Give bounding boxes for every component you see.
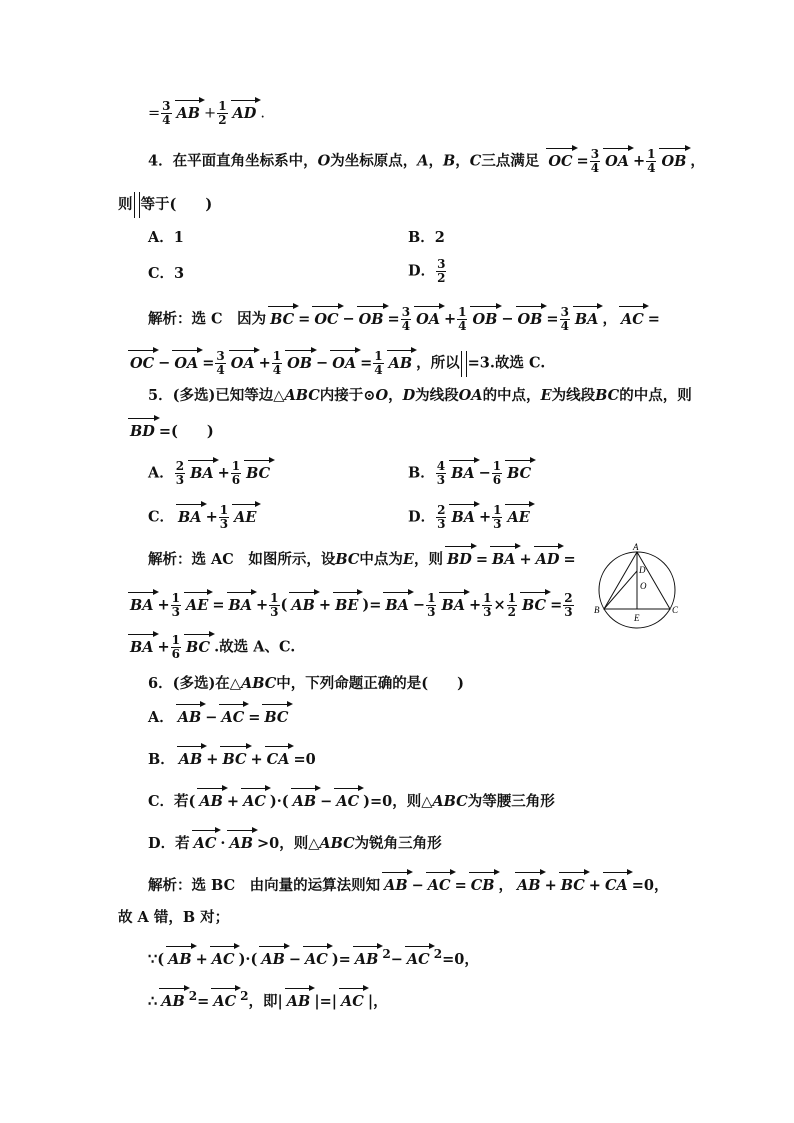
q6-option-a: A． AB − AC = BC xyxy=(148,709,289,726)
vector: BA xyxy=(130,638,154,656)
vector: BA xyxy=(130,596,154,614)
vector: AE xyxy=(186,596,209,614)
fraction: $\frac{3}{4}$ xyxy=(162,99,171,127)
vector: BA xyxy=(190,464,214,482)
vector: AB xyxy=(178,751,203,768)
vector: OA xyxy=(174,354,199,372)
vector: BC xyxy=(560,877,585,894)
vector: OA xyxy=(230,354,255,372)
vector: OA xyxy=(605,152,629,170)
vector: AC xyxy=(243,793,266,810)
q5-option-b: B． $\frac{4}{3}$ BA − $\frac{1}{6}$ BC xyxy=(408,459,532,487)
q5-solution-1: 解析：选 AC 如图所示，设BC中点为E，则 BD = BA + AD = xyxy=(148,551,576,568)
norm-bars xyxy=(461,351,467,377)
vector: AB xyxy=(161,992,185,1010)
vector: AE xyxy=(234,508,257,526)
vector: BD xyxy=(446,551,472,568)
vector: AB xyxy=(229,835,253,852)
vector: OC xyxy=(548,152,573,170)
fraction: $\frac{1}{4}$ xyxy=(374,349,383,377)
vector: OA xyxy=(332,354,357,372)
vector: BC xyxy=(507,464,532,482)
fraction: $\frac{3}{4}$ xyxy=(401,305,411,333)
vector: AD xyxy=(535,551,560,568)
vector: BA xyxy=(178,508,202,526)
vector: AB xyxy=(384,877,408,894)
vector: OB xyxy=(287,354,313,372)
q6-solution-1: 解析：选 BC 由向量的运算法则知 AB − AC = CB ， AB + BC + CA =0， xyxy=(148,877,669,894)
vector: BC xyxy=(186,638,211,656)
fraction: $\frac{4}{3}$ xyxy=(436,459,446,487)
q3-tail-line: = $\frac{3}{4}$ AB + $\frac{1}{2}$ AD . xyxy=(148,99,265,127)
vector: BC xyxy=(521,596,547,614)
q5-solution-2: BA + $\frac{1}{3}$ AE = BA + $\frac{1}{3}$ ( AB + BE )= BA − $\frac{1}{3}$ BA + $\frac{1}{3}$ × $\frac{1}{2}$ BC = $\frac{2}{3}$ xyxy=(130,591,573,619)
q6-solution-4: ∴ AB $^2$= AC $^2$，即| AB |=| AC |， xyxy=(148,989,388,1010)
fraction: $\frac{1}{6}$ xyxy=(492,459,502,487)
fraction: $\frac{1}{6}$ xyxy=(171,633,181,661)
vector: OB xyxy=(472,310,498,328)
fraction: $\frac{3}{4}$ xyxy=(216,349,225,377)
vector: AC xyxy=(620,310,644,328)
q5-solution-3: BA + $\frac{1}{6}$ BC .故选 A、C. xyxy=(130,633,296,661)
vector: CA xyxy=(604,877,628,894)
fraction: $\frac{1}{3}$ xyxy=(219,503,229,531)
fraction: $\frac{2}{3}$ xyxy=(564,591,573,619)
fraction: $\frac{3}{4}$ xyxy=(590,147,600,175)
q4-option-d: D． $\frac{3}{2}$ xyxy=(408,257,446,285)
vector: BD xyxy=(130,423,155,440)
q5-option-c: C． BA + $\frac{1}{3}$ AE xyxy=(148,503,257,531)
fraction: $\frac{1}{3}$ xyxy=(493,503,502,531)
q5-option-a: A． $\frac{2}{3}$ BA + $\frac{1}{6}$ BC xyxy=(148,459,271,487)
fraction: $\frac{1}{2}$ xyxy=(218,99,227,127)
vector: AB xyxy=(291,596,315,614)
vector: AD xyxy=(232,104,257,122)
q6-solution-3: ∵( AB + AC )·( AB − AC )= AB $^2$− AC $^2$=0， xyxy=(148,947,479,968)
vector: AC xyxy=(336,793,360,810)
q6-option-d: D．若 AC · AB >0，则△ABC为锐角三角形 xyxy=(148,835,442,852)
vector: AC xyxy=(221,709,245,726)
fraction: $\frac{1}{3}$ xyxy=(427,591,436,619)
vector: AC xyxy=(341,992,364,1010)
vector: OC xyxy=(314,310,339,328)
q6-option-c: C．若( AB + AC )·( AB − AC )=0，则△ABC为等腰三角形 xyxy=(148,793,555,810)
q4-option-b: B．2 xyxy=(408,229,445,246)
vector: BA xyxy=(441,596,465,614)
q5-stem-2: BD =( ) xyxy=(130,423,214,440)
q5-stem: 5．(多选)已知等边△ABC内接于⊙O，D为线段OA的中点，E为线段BC的中点，则 xyxy=(148,387,692,404)
vector: AB xyxy=(388,354,413,372)
vector: AB xyxy=(176,104,201,122)
fig-label-o: O xyxy=(640,581,647,591)
vector: AC xyxy=(406,950,430,968)
fig-label-b: B xyxy=(594,605,600,615)
fraction: $\frac{1}{6}$ xyxy=(231,459,241,487)
vector: BC xyxy=(222,751,247,768)
vector: OB xyxy=(661,152,687,170)
vector: BA xyxy=(385,596,409,614)
geometry-figure xyxy=(592,542,682,632)
fig-label-c: C xyxy=(672,605,679,615)
vector: AB xyxy=(517,877,541,894)
q6-solution-2: 故 A 错，B 对； xyxy=(118,909,230,926)
fraction: $\frac{2}{3}$ xyxy=(437,503,446,531)
fraction: $\frac{3}{2}$ xyxy=(437,257,446,285)
vector: AC xyxy=(427,877,451,894)
vector: OA xyxy=(416,310,440,328)
q6-stem: 6．(多选)在△ABC中，下列命题正确的是( ) xyxy=(148,675,465,692)
q6-option-b: B． AB + BC + CA =0 xyxy=(148,751,316,768)
fraction: $\frac{1}{3}$ xyxy=(483,591,492,619)
fraction: $\frac{2}{3}$ xyxy=(175,459,185,487)
norm-bars xyxy=(134,192,140,218)
q4-option-c: C．3 xyxy=(148,265,185,282)
vector: AB xyxy=(168,950,192,968)
vector: BA xyxy=(491,551,516,568)
fraction: $\frac{1}{2}$ xyxy=(507,591,516,619)
vector: BC xyxy=(270,310,295,328)
q4-solution-1: 解析：选 C 因为 BC = OC − OB = $\frac{3}{4}$ OA + $\frac{1}{4}$ OB − OB = $\frac{3}{4}$ BA ， AC = xyxy=(148,305,660,333)
vector: AE xyxy=(507,508,530,526)
vector: AB xyxy=(292,793,317,810)
vector: BC xyxy=(246,464,271,482)
fraction: $\frac{1}{3}$ xyxy=(171,591,181,619)
fig-label-e: E xyxy=(634,613,640,623)
vector: BA xyxy=(451,508,475,526)
q4-solution-2: OC − OA = $\frac{3}{4}$ OA + $\frac{1}{4}$ OB − OA = $\frac{1}{4}$ AB ，所以 =3.故选 C. xyxy=(130,349,546,377)
vector: OB xyxy=(517,310,543,328)
fraction: $\frac{1}{4}$ xyxy=(458,305,467,333)
q4-option-a: A．1 xyxy=(148,229,184,246)
vector: AC xyxy=(193,835,217,852)
vector: CA xyxy=(266,751,290,768)
vector: AB xyxy=(177,709,202,726)
fraction: $\frac{3}{4}$ xyxy=(560,305,569,333)
vector: AB xyxy=(199,793,223,810)
vector: BA xyxy=(574,310,599,328)
q4-stem-2: 则 等于( ) xyxy=(118,192,212,218)
vector: AB xyxy=(354,950,379,968)
q4-stem: 4．在平面直角坐标系中，O为坐标原点，A，B，C三点满足 OC = $\frac{3}{4}$ OA + $\frac{1}{4}$ OB ， xyxy=(148,147,705,175)
fraction: $\frac{1}{4}$ xyxy=(647,147,656,175)
fraction: $\frac{1}{4}$ xyxy=(272,349,282,377)
q5-option-d: D． $\frac{2}{3}$ BA + $\frac{1}{3}$ AE xyxy=(408,503,530,531)
vector: AB xyxy=(286,992,311,1010)
vector: AC xyxy=(211,950,235,968)
fig-label-d: D xyxy=(639,565,646,575)
vector: AB xyxy=(261,950,285,968)
vector: OC xyxy=(130,354,155,372)
vector: AC xyxy=(213,992,237,1010)
fig-label-a: A xyxy=(633,542,639,552)
vector: BA xyxy=(228,596,253,614)
vector: BC xyxy=(264,709,289,726)
vector: BE xyxy=(335,596,359,614)
vector: CB xyxy=(470,877,495,894)
vector: AC xyxy=(305,950,328,968)
vector: BA xyxy=(451,464,475,482)
vector: OB xyxy=(358,310,384,328)
fraction: $\frac{1}{3}$ xyxy=(270,591,279,619)
